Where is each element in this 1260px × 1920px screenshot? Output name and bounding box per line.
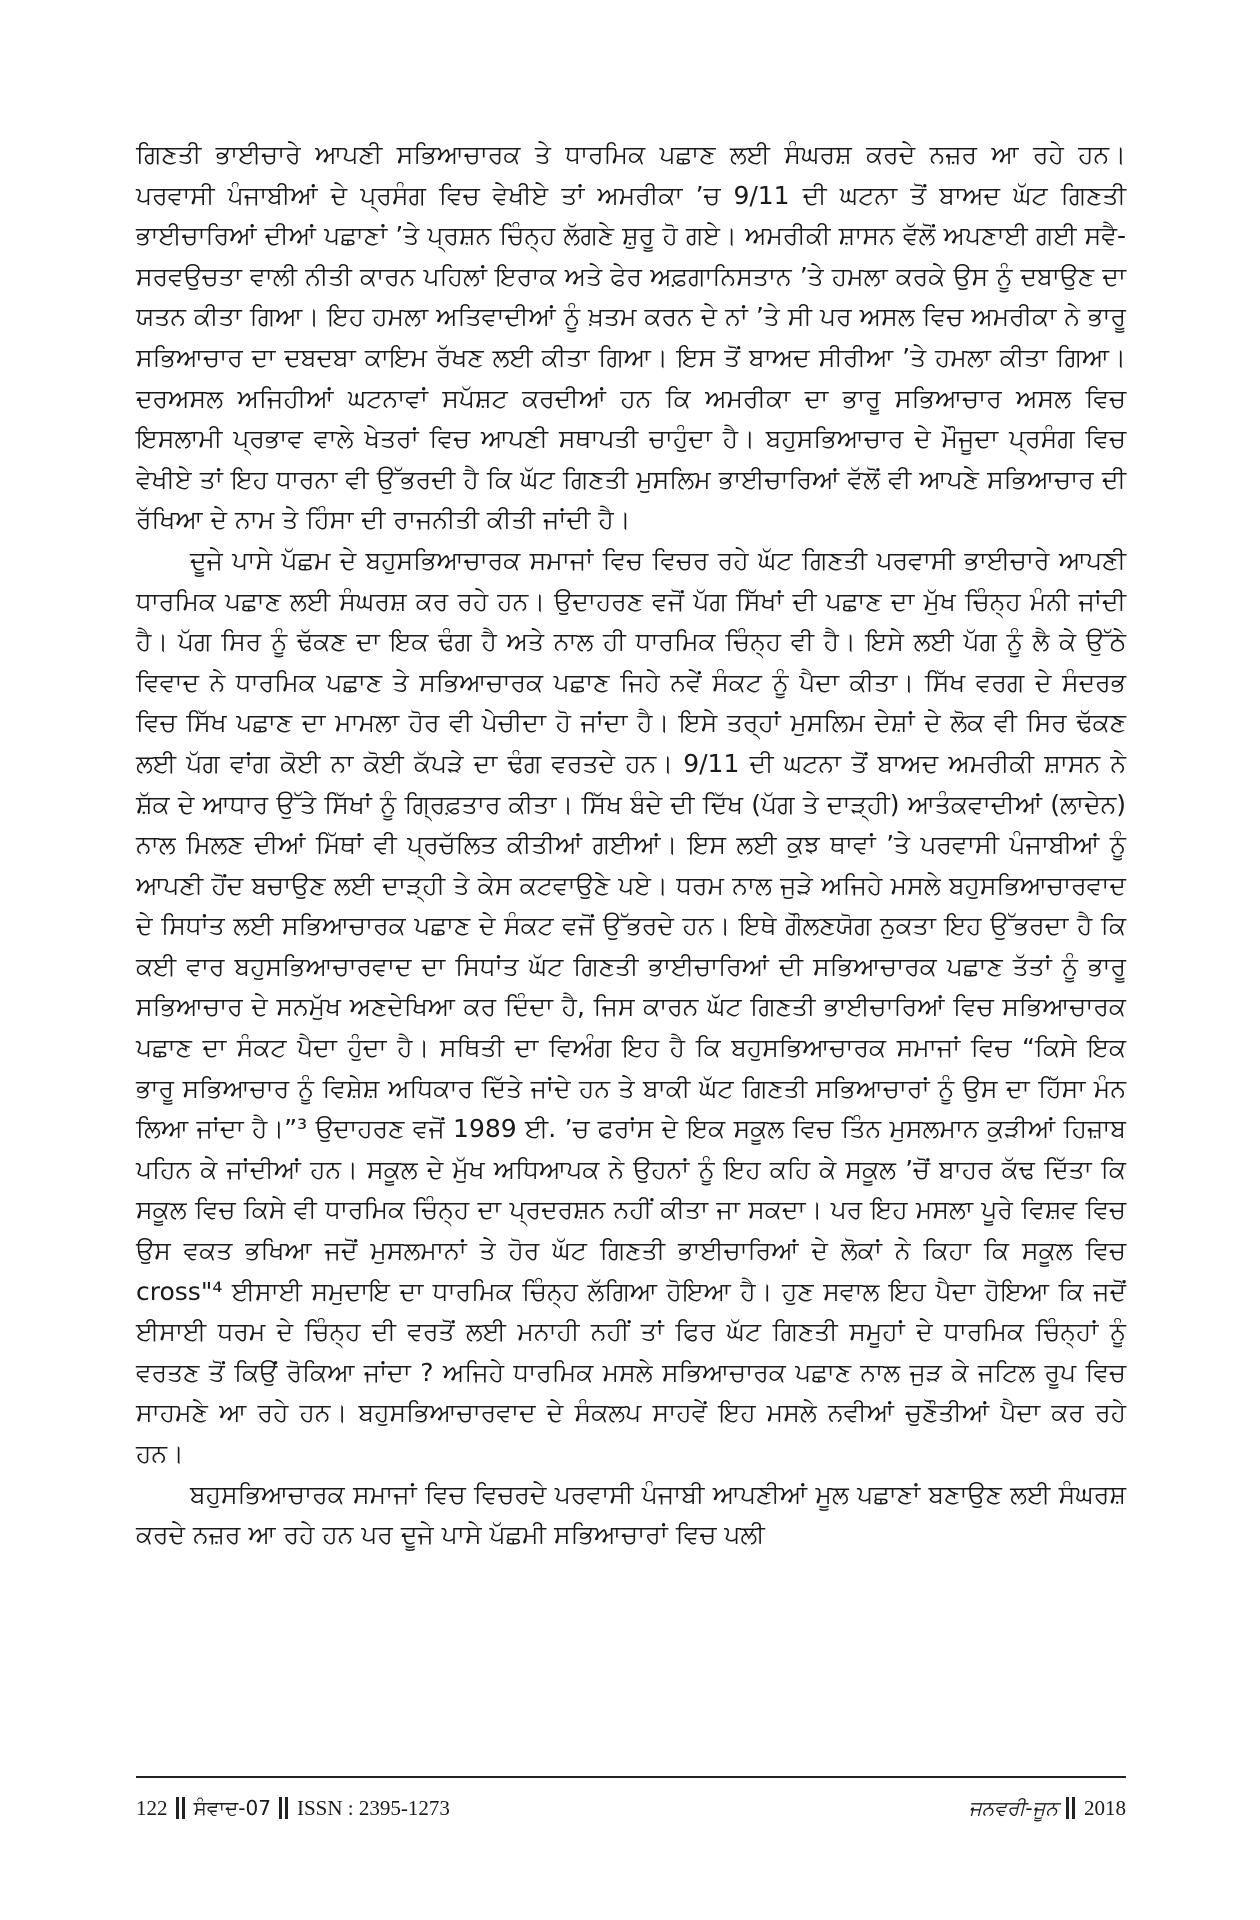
separator-icon bbox=[277, 1797, 291, 1819]
issue-year: 2018 bbox=[1084, 1796, 1126, 1820]
journal-name: ਸੰਵਾਦ-07 bbox=[193, 1796, 271, 1820]
footer-left bbox=[136, 1790, 450, 1826]
paragraph: ਦੂਜੇ ਪਾਸੇ ਪੱਛਮ ਦੇ ਬਹੁਸਭਿਆਚਾਰਕ ਸਮਾਜਾਂ ਵਿਚ ਵਿਚਰ ਰਹੇ ਘੱਟ ਗਿਣਤੀ ਪਰਵਾਸੀ ਭਾਈਚਾਰੇ ਆਪਣੀ ਧਾਰਮਿਕ ਪਛਾਣ ਲਈ ਸੰਘਰਸ਼ ਕਰ ਰਹੇ ਹਨ। ਉਦਾਹਰਣ ਵਜੋਂ ਪੱਗ ਸਿੱਖਾਂ ਦੀ ਪਛਾਣ ਦਾ ਮੁੱਖ ਚਿੰਨ੍ਹ ਮੰਨੀ ਜਾਂਦੀ ਹੈ। ਪੱਗ ਸਿਰ ਨੂੰ ਢੱਕਣ ਦਾ ਇਕ ਢੰਗ ਹੈ ਅਤੇ ਨਾਲ ਹੀ ਧਾਰਮਿਕ ਚਿੰਨ੍ਹ ਵੀ ਹੈ। ਇਸੇ ਲਈ ਪੱਗ ਨੂੰ ਲੈ ਕੇ ਉੱਠੇ ਵਿਵਾਦ ਨੇ ਧਾਰਮਿਕ ਪਛਾਣ ਤੇ ਸਭਿਆਚਾਰਕ ਪਛਾਣ ਜਿਹੇ ਨਵੇਂ ਸੰਕਟ ਨੂੰ ਪੈਦਾ ਕੀਤਾ। ਸਿੱਖ ਵਰਗ ਦੇ ਸੰਦਰਭ ਵਿਚ ਸਿੱਖ ਪਛਾਣ ਦਾ ਮਾਮਲਾ ਹੋਰ ਵੀ ਪੇਚੀਦਾ ਹੋ ਜਾਂਦਾ ਹੈ। ਇਸੇ ਤਰ੍ਹਾਂ ਮੁਸਲਿਮ ਦੇਸ਼ਾਂ ਦੇ ਲੋਕ ਵੀ ਸਿਰ ਢੱਕਣ ਲਈ ਪੱਗ ਵਾਂਗ ਕੋਈ ਨਾ ਕੋਈ ਕੱਪੜੇ ਦਾ ਢੰਗ ਵਰਤਦੇ ਹਨ। 9/11 ਦੀ ਘਟਨਾ ਤੋਂ ਬਾਅਦ ਅਮਰੀਕੀ ਸ਼ਾਸਨ ਨੇ ਸ਼ੱਕ ਦੇ ਆਧਾਰ ਉੱਤੇ ਸਿੱਖਾਂ ਨੂੰ ਗ੍ਰਿਫ਼ਤਾਰ ਕੀਤਾ। ਸਿੱਖ ਬੰਦੇ ਦੀ ਦਿੱਖ (ਪੱਗ ਤੇ ਦਾੜ੍ਹੀ) ਆਤੰਕਵਾਦੀਆਂ (ਲਾਦੇਨ) ਨਾਲ ਮਿਲਣ ਦੀਆਂ ਮਿੱਥਾਂ ਵੀ ਪ੍ਰਚੱਲਿਤ ਕੀਤੀਆਂ ਗਈਆਂ। ਇਸ ਲਈ ਕੁਝ ਥਾਵਾਂ ’ਤੇ ਪਰਵਾਸੀ ਪੰਜਾਬੀਆਂ ਨੂੰ ਆਪਣੀ ਹੋਂਦ ਬਚਾਉਣ ਲਈ ਦਾੜ੍ਹੀ ਤੇ ਕੇਸ ਕਟਵਾਉਣੇ ਪਏ। ਧਰਮ ਨਾਲ ਜੁੜੇ ਅਜਿਹੇ ਮਸਲੇ ਬਹੁਸਭਿਆਚਾਰਵਾਦ ਦੇ ਸਿਧਾਂਤ ਲਈ ਸਭਿਆਚਾਰਕ ਪਛਾਣ ਦੇ ਸੰਕਟ ਵਜੋਂ ਉੱਭਰਦੇ ਹਨ। ਇਥੇ ਗੌਲਣਯੋਗ ਨੁਕਤਾ ਇਹ ਉੱਭਰਦਾ ਹੈ ਕਿ ਕਈ ਵਾਰ ਬਹੁਸਭਿਆਚਾਰਵਾਦ ਦਾ ਸਿਧਾਂਤ ਘੱਟ ਗਿਣਤੀ ਭਾਈਚਾਰਿਆਂ ਦੀ ਸਭਿਆਚਾਰਕ ਪਛਾਣ ਤੱਤਾਂ ਨੂੰ ਭਾਰੂ ਸਭਿਆਚਾਰ ਦੇ ਸਨਮੁੱਖ ਅਣਦੇਖਿਆ ਕਰ ਦਿੰਦਾ ਹੈ, ਜਿਸ ਕਾਰਨ ਘੱਟ ਗਿਣਤੀ ਭਾਈਚਾਰਿਆਂ ਵਿਚ ਸਭਿਆਚਾਰਕ ਪਛਾਣ ਦਾ ਸੰਕਟ ਪੈਦਾ ਹੁੰਦਾ ਹੈ। ਸਥਿਤੀ ਦਾ ਵਿਅੰਗ ਇਹ ਹੈ ਕਿ ਬਹੁਸਭਿਆਚਾਰਕ ਸਮਾਜਾਂ ਵਿਚ “ਕਿਸੇ ਇਕ ਭਾਰੂ ਸਭਿਆਚਾਰ ਨੂੰ ਵਿਸ਼ੇਸ਼ ਅਧਿਕਾਰ ਦਿੱਤੇ ਜਾਂਦੇ ਹਨ ਤੇ ਬਾਕੀ ਘੱਟ ਗਿਣਤੀ ਸਭਿਆਚਾਰਾਂ ਨੂੰ ਉਸ ਦਾ ਹਿੱਸਾ ਮੰਨ ਲਿਆ ਜਾਂਦਾ ਹੈ।”³ ਉਦਾਹਰਣ ਵਜੋਂ 1989 ਈ. ’ਚ ਫਰਾਂਸ ਦੇ ਇਕ ਸਕੂਲ ਵਿਚ ਤਿੰਨ ਮੁਸਲਮਾਨ ਕੁੜੀਆਂ ਹਿਜ਼ਾਬ ਪਹਿਨ ਕੇ ਜਾਂਦੀਆਂ ਹਨ। ਸਕੂਲ ਦੇ ਮੁੱਖ ਅਧਿਆਪਕ ਨੇ ਉਹਨਾਂ ਨੂੰ ਇਹ ਕਹਿ ਕੇ ਸਕੂਲ ’ਚੋਂ ਬਾਹਰ ਕੱਢ ਦਿੱਤਾ ਕਿ ਸਕੂਲ ਵਿਚ ਕਿਸੇ ਵੀ ਧਾਰਮਿਕ ਚਿੰਨ੍ਹ ਦਾ ਪ੍ਰਦਰਸ਼ਨ ਨਹੀਂ ਕੀਤਾ ਜਾ ਸਕਦਾ। ਪਰ ਇਹ ਮਸਲਾ ਪੂਰੇ ਵਿਸ਼ਵ ਵਿਚ ਉਸ ਵਕਤ ਭਖਿਆ ਜਦੋਂ ਮੁਸਲਮਾਨਾਂ ਤੇ ਹੋਰ ਘੱਟ ਗਿਣਤੀ ਭਾਈਚਾਰਿਆਂ ਦੇ ਲੋਕਾਂ ਨੇ ਕਿਹਾ ਕਿ ਸਕੂਲ ਵਿਚ cross"⁴ ਈਸਾਈ ਸਮੁਦਾਇ ਦਾ ਧਾਰਮਿਕ ਚਿੰਨ੍ਹ ਲੱਗਿਆ ਹੋਇਆ ਹੈ। ਹੁਣ ਸਵਾਲ ਇਹ ਪੈਦਾ ਹੋਇਆ ਕਿ ਜਦੋਂ ਈਸਾਈ ਧਰਮ ਦੇ ਚਿੰਨ੍ਹ ਦੀ ਵਰਤੋਂ ਲਈ ਮਨਾਹੀ ਨਹੀਂ ਤਾਂ ਫਿਰ ਘੱਟ ਗਿਣਤੀ ਸਮੂਹਾਂ ਦੇ ਧਾਰਮਿਕ ਚਿੰਨ੍ਹਾਂ ਨੂੰ ਵਰਤਣ ਤੋਂ ਕਿਉਂ ਰੋਕਿਆ ਜਾਂਦਾ ? ਅਜਿਹੇ ਧਾਰਮਿਕ ਮਸਲੇ ਸਭਿਆਚਾਰਕ ਪਛਾਣ ਨਾਲ ਜੁੜ ਕੇ ਜਟਿਲ ਰੂਪ ਵਿਚ ਸਾਹਮਣੇ ਆ ਰਹੇ ਹਨ। ਬਹੁਸਭਿਆਚਾਰਵਾਦ ਦੇ ਸੰਕਲਪ ਸਾਹਵੇਂ ਇਹ ਮਸਲੇ ਨਵੀਆਂ ਚੁਣੌਤੀਆਂ ਪੈਦਾ ਕਰ ਰਹੇ ਹਨ। bbox=[136, 545, 1126, 1468]
separator-icon bbox=[1064, 1797, 1078, 1819]
footer-divider bbox=[136, 1776, 1126, 1778]
issn-number: ISSN : 2395-1273 bbox=[296, 1796, 450, 1820]
separator-icon bbox=[174, 1797, 188, 1819]
issue-period: ਜਨਵਰੀ-ਜੂਨ bbox=[968, 1796, 1058, 1820]
page-footer bbox=[136, 1790, 1126, 1826]
paragraph-continued: ਗਿਣਤੀ ਭਾਈਚਾਰੇ ਆਪਣੀ ਸਭਿਆਚਾਰਕ ਤੇ ਧਾਰਮਿਕ ਪਛਾਣ ਲਈ ਸੰਘਰਸ਼ ਕਰਦੇ ਨਜ਼ਰ ਆ ਰਹੇ ਹਨ। ਪਰਵਾਸੀ ਪੰਜਾਬੀਆਂ ਦੇ ਪ੍ਰਸੰਗ ਵਿਚ ਵੇਖੀਏ ਤਾਂ ਅਮਰੀਕਾ ’ਚ 9/11 ਦੀ ਘਟਨਾ ਤੋਂ ਬਾਅਦ ਘੱਟ ਗਿਣਤੀ ਭਾਈਚਾਰਿਆਂ ਦੀਆਂ ਪਛਾਣਾਂ ’ਤੇ ਪ੍ਰਸ਼ਨ ਚਿੰਨ੍ਹ ਲੱਗਣੇ ਸ਼ੁਰੂ ਹੋ ਗਏ। ਅਮਰੀਕੀ ਸ਼ਾਸਨ ਵੱਲੋਂ ਅਪਣਾਈ ਗਈ ਸਵੈ-ਸਰਵਉਚਤਾ ਵਾਲੀ ਨੀਤੀ ਕਾਰਨ ਪਹਿਲਾਂ ਇਰਾਕ ਅਤੇ ਫੇਰ ਅਫ਼ਗਾਨਿਸਤਾਨ ’ਤੇ ਹਮਲਾ ਕਰਕੇ ਉਸ ਨੂੰ ਦਬਾਉਣ ਦਾ ਯਤਨ ਕੀਤਾ ਗਿਆ। ਇਹ ਹਮਲਾ ਅਤਿਵਾਦੀਆਂ ਨੂੰ ਖ਼ਤਮ ਕਰਨ ਦੇ ਨਾਂ ’ਤੇ ਸੀ ਪਰ ਅਸਲ ਵਿਚ ਅਮਰੀਕਾ ਨੇ ਭਾਰੂ ਸਭਿਆਚਾਰ ਦਾ ਦਬਦਬਾ ਕਾਇਮ ਰੱਖਣ ਲਈ ਕੀਤਾ ਗਿਆ। ਇਸ ਤੋਂ ਬਾਅਦ ਸੀਰੀਆ ’ਤੇ ਹਮਲਾ ਕੀਤਾ ਗਿਆ। ਦਰਅਸਲ ਅਜਿਹੀਆਂ ਘਟਨਾਵਾਂ ਸਪੱਸ਼ਟ ਕਰਦੀਆਂ ਹਨ ਕਿ ਅਮਰੀਕਾ ਦਾ ਭਾਰੂ ਸਭਿਆਚਾਰ ਅਸਲ ਵਿਚ ਇਸਲਾਮੀ ਪ੍ਰਭਾਵ ਵਾਲੇ ਖੇਤਰਾਂ ਵਿਚ ਆਪਣੀ ਸਥਾਪਤੀ ਚਾਹੁੰਦਾ ਹੈ। ਬਹੁਸਭਿਆਚਾਰ ਦੇ ਮੌਜੂਦਾ ਪ੍ਰਸੰਗ ਵਿਚ ਵੇਖੀਏ ਤਾਂ ਇਹ ਧਾਰਨਾ ਵੀ ਉੱਭਰਦੀ ਹੈ ਕਿ ਘੱਟ ਗਿਣਤੀ ਮੁਸਲਿਮ ਭਾਈਚਾਰਿਆਂ ਵੱਲੋਂ ਵੀ ਆਪਣੇ ਸਭਿਆਚਾਰ ਦੀ ਰੱਖਿਆ ਦੇ ਨਾਮ ਤੇ ਹਿੰਸਾ ਦੀ ਰਾਜਨੀਤੀ ਕੀਤੀ ਜਾਂਦੀ ਹੈ। bbox=[136, 140, 1126, 535]
article-body bbox=[136, 135, 1126, 1556]
footer-right bbox=[969, 1790, 1126, 1826]
paragraph: ਬਹੁਸਭਿਆਚਾਰਕ ਸਮਾਜਾਂ ਵਿਚ ਵਿਚਰਦੇ ਪਰਵਾਸੀ ਪੰਜਾਬੀ ਆਪਣੀਆਂ ਮੂਲ ਪਛਾਣਾਂ ਬਣਾਉਣ ਲਈ ਸੰਘਰਸ਼ ਕਰਦੇ ਨਜ਼ਰ ਆ ਰਹੇ ਹਨ ਪਰ ਦੂਜੇ ਪਾਸੇ ਪੱਛਮੀ ਸਭਿਆਚਾਰਾਂ ਵਿਚ ਪਲੀ bbox=[136, 1479, 1126, 1550]
page-number: 122 bbox=[136, 1796, 168, 1820]
